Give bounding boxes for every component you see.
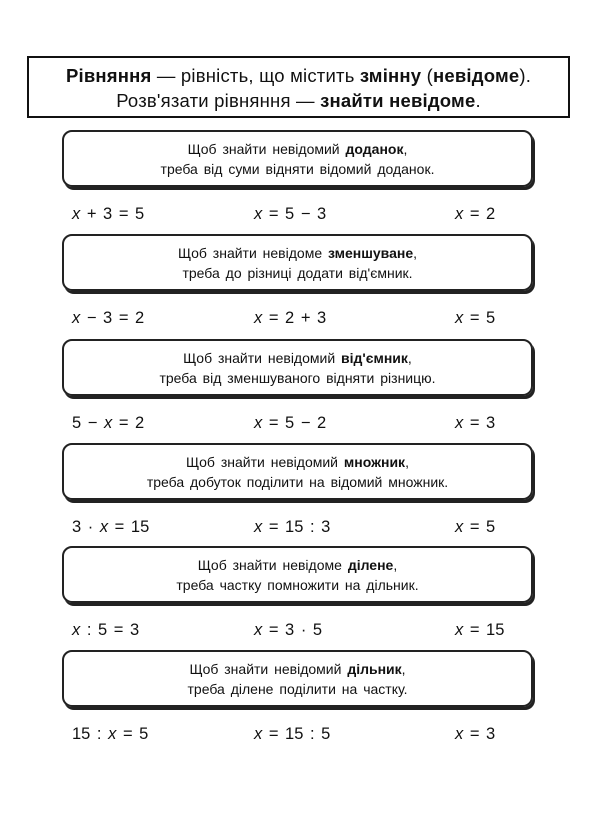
- term-equation: Рівняння: [65, 65, 152, 86]
- equation-part: : 5 = 3: [80, 621, 140, 639]
- term-unknown: невідоме: [432, 65, 520, 86]
- variable-x: x: [72, 205, 81, 223]
- equation-step-1: [72, 309, 144, 328]
- equation-part: 15 :: [72, 725, 109, 743]
- rule-line-1: [64, 659, 531, 679]
- rule-line-1: [64, 555, 531, 575]
- rule-text: ,: [401, 661, 406, 677]
- equation-part: = 3: [463, 725, 496, 743]
- rule-text: ,: [393, 557, 398, 573]
- equation-step-2: [254, 309, 326, 328]
- variable-x: x: [254, 518, 263, 536]
- equation-part: = 5 − 3: [262, 205, 327, 223]
- rule-line-2: треба від суми відняти відомий доданок.: [160, 161, 435, 177]
- rule-term: множник: [343, 454, 406, 470]
- rule-line-1: [64, 348, 531, 368]
- definition-line-1: [29, 63, 568, 88]
- variable-x: x: [455, 414, 464, 432]
- equation-step-2: [254, 518, 330, 537]
- equation-part: 5 −: [72, 414, 104, 432]
- rule-box: [62, 546, 533, 603]
- variable-x: x: [99, 518, 109, 536]
- variable-x: x: [455, 725, 464, 743]
- equation-part: = 15 : 5: [262, 725, 331, 743]
- variable-x: x: [72, 621, 81, 639]
- equation-part: = 3: [463, 414, 496, 432]
- rule-text: ,: [405, 454, 409, 470]
- equation-part: = 2: [463, 205, 496, 223]
- equation-part: = 15 : 3: [262, 518, 331, 536]
- definition-text: .: [475, 90, 481, 111]
- equation-part: 3 ·: [72, 518, 100, 536]
- equation-step-2: [254, 414, 326, 433]
- rule-text: ,: [413, 245, 418, 261]
- equation-part: = 15: [108, 518, 150, 536]
- equation-step-1: [72, 205, 144, 224]
- equation-part: = 2: [112, 414, 145, 432]
- equation-step-3: [455, 414, 495, 433]
- rule-text: Щоб знайти невідоме: [177, 245, 328, 261]
- definition-box: [27, 56, 570, 118]
- rule-line-1: [64, 452, 531, 472]
- equation-step-1: [72, 518, 149, 537]
- equation-part: = 5: [116, 725, 149, 743]
- rule-term: ділене: [347, 557, 394, 573]
- rule-line-1: [64, 243, 531, 263]
- rule-term: дільник: [347, 661, 402, 677]
- rule-line-2: треба добуток поділити на відомий множник.: [146, 474, 449, 490]
- variable-x: x: [103, 414, 113, 432]
- variable-x: x: [455, 518, 464, 536]
- definition-line-2: [29, 88, 568, 113]
- equation-step-1: [72, 621, 139, 640]
- variable-x: x: [254, 725, 263, 743]
- equation-step-1: [72, 725, 148, 744]
- equation-step-1: [72, 414, 144, 433]
- equation-part: = 2 + 3: [262, 309, 327, 327]
- equation-part: = 3 · 5: [262, 621, 323, 639]
- variable-x: x: [254, 414, 263, 432]
- equation-part: = 5 − 2: [262, 414, 327, 432]
- rule-line-1: [64, 139, 531, 159]
- rule-text: Щоб знайти невідоме: [197, 557, 348, 573]
- equation-step-3: [455, 205, 495, 224]
- equation-step-2: [254, 725, 330, 744]
- equation-step-2: [254, 621, 322, 640]
- rule-line-2: треба до різниці додати від'ємник.: [182, 265, 413, 281]
- rule-box: [62, 443, 533, 500]
- equation-part: = 5: [463, 518, 496, 536]
- rule-line-2: треба ділене поділити на частку.: [187, 681, 408, 697]
- variable-x: x: [254, 621, 263, 639]
- variable-x: x: [455, 205, 464, 223]
- variable-x: x: [254, 309, 263, 327]
- variable-x: x: [108, 725, 117, 743]
- equation-step-3: [455, 518, 495, 537]
- rule-term: зменшуване: [328, 245, 414, 261]
- term-find-unknown: знайти невідоме: [320, 90, 476, 111]
- definition-text: ).: [519, 65, 532, 86]
- rule-box: [62, 234, 533, 291]
- equation-part: = 5: [463, 309, 496, 327]
- rule-text: ,: [407, 350, 412, 366]
- rule-box: [62, 130, 533, 187]
- rule-box: [62, 339, 533, 396]
- equation-part: + 3 = 5: [80, 205, 145, 223]
- rule-text: ,: [403, 141, 408, 157]
- equation-step-2: [254, 205, 326, 224]
- equation-part: − 3 = 2: [80, 309, 145, 327]
- rule-text: Щоб знайти невідомий: [183, 350, 342, 366]
- equation-step-3: [455, 621, 504, 640]
- definition-text: Розв'язати рівняння —: [116, 90, 321, 111]
- equation-part: = 15: [463, 621, 505, 639]
- term-variable: змінну: [359, 65, 422, 86]
- equation-step-3: [455, 309, 495, 328]
- rule-text: Щоб знайти невідомий: [189, 661, 348, 677]
- variable-x: x: [455, 309, 464, 327]
- rule-term: від'ємник: [341, 350, 408, 366]
- rule-term: доданок: [345, 141, 404, 157]
- rule-line-2: треба від зменшуваного відняти різницю.: [159, 370, 436, 386]
- variable-x: x: [455, 621, 464, 639]
- rule-box: [62, 650, 533, 707]
- variable-x: x: [254, 205, 263, 223]
- equation-step-3: [455, 725, 495, 744]
- variable-x: x: [72, 309, 81, 327]
- definition-text: (: [421, 65, 433, 86]
- rule-text: Щоб знайти невідомий: [187, 141, 346, 157]
- definition-text: — рівність, що містить: [151, 65, 360, 86]
- rule-text: Щоб знайти невідомий: [186, 454, 344, 470]
- rule-line-2: треба частку помножити на дільник.: [176, 577, 419, 593]
